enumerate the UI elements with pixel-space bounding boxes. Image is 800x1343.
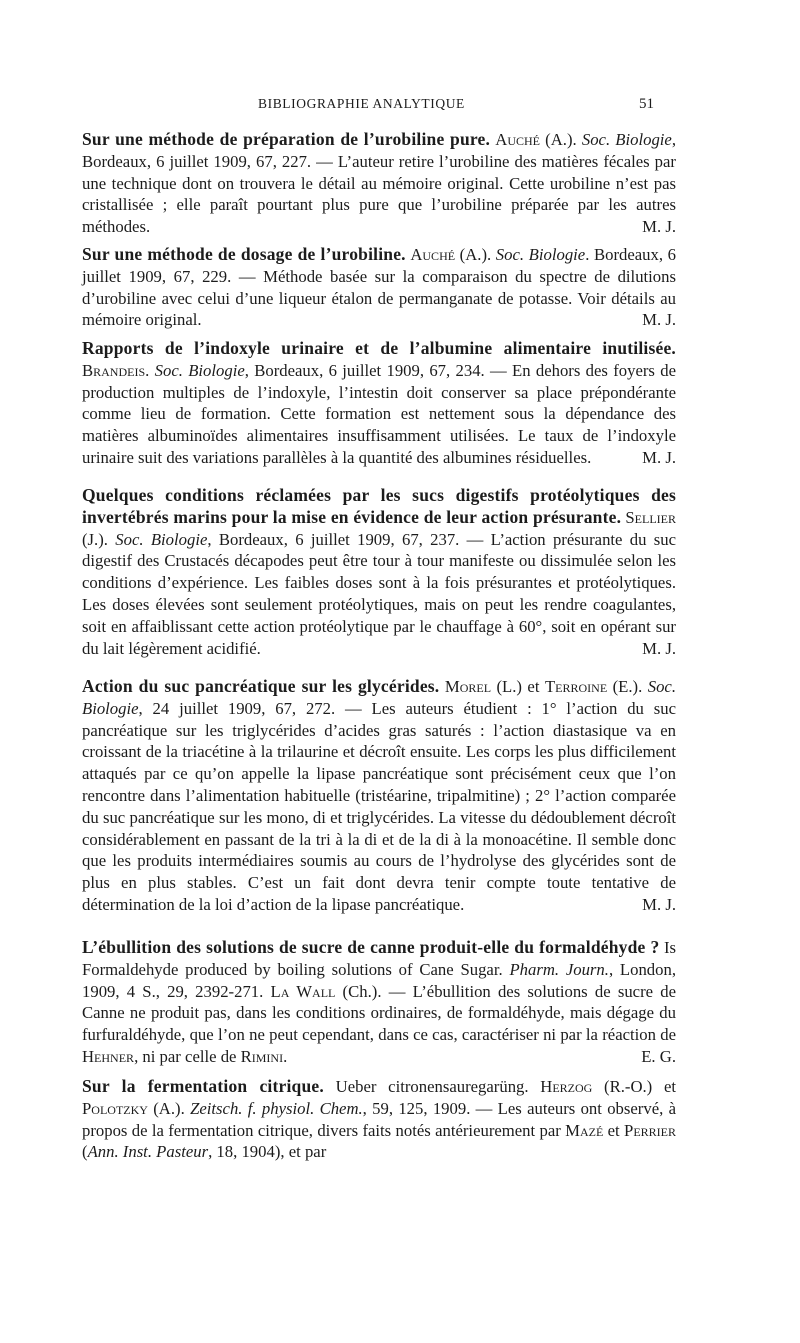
running-header <box>82 96 658 120</box>
entry-text: . <box>283 1046 288 1066</box>
reviewer-initials: M. J. <box>642 894 676 914</box>
author-name: Hehner <box>82 1046 135 1066</box>
reviewer-initials: M. J. <box>642 310 676 330</box>
entry-text: . <box>145 360 155 380</box>
entry-text: Ueber citronensauregarüng. <box>323 1077 541 1096</box>
entry-title: Sur une méthode de préparation de l’urobiline pure. <box>82 129 491 149</box>
abstract-entry-2 <box>82 244 676 331</box>
author-name: Sellier <box>625 507 677 527</box>
entry-text: , Bordeaux, 6 juillet 1909, 67, 234. — En dehors des foyers de production multiples de l’indoxyle, l’intestin doit conserver sa place prépondérante comme lieu de formation. Cette formation est nettement sous la dépendance des matières albuminoïdes alimentaires insuffisamment utilisées. Le taux de l’indoxyle urinaire suit des variations parallèles à la quantité des albumines résiduelles. <box>82 360 676 467</box>
journal-name: Zeitsch. f. physiol. Chem. <box>190 1098 363 1118</box>
entry-text: (R.-O.) et <box>592 1077 676 1096</box>
entry-title: Sur la fermentation citrique. <box>82 1076 324 1096</box>
entry-text: . Bordeaux, 6 juillet 1909, 67, 229. — Méthode basée sur la comparaison du spectre de dilutions d’urobiline avec celui d’une liqueur étalon de permanganate de potasse. Voir détails au mémoire original. <box>82 245 676 330</box>
abstract-entry-6 <box>82 937 676 1068</box>
entry-text: , Bordeaux, 6 juillet 1909, 67, 237. — L’action présurante du suc digestif des Crustacés décapodes peut être tour à tour manifeste ou dissimulée selon les conditions d’expérience. Les faibles doses sont à la fois présurantes et protéolytiques. Les doses élevées sont seulement protéolytiques, mais on peut les rendre coagulantes, soit en affaiblissant cette action protéolytique par le chauffage à 60°, soit en opérant sur du lait légèrement acidifié. <box>82 529 676 658</box>
entry-title: Quelques conditions réclamées par les sucs digestifs protéolytiques des invertébrés marins pour la mise en évidence de leur action présurante. <box>82 485 676 527</box>
entry-title: Rapports de l’indoxyle urinaire et de l’albumine alimentaire inutilisée. <box>82 338 676 358</box>
author-name: Auché <box>495 130 540 149</box>
reviewer-initials: M. J. <box>642 447 676 467</box>
journal-name: Pharm. Journ. <box>509 959 609 979</box>
abstract-entry-3 <box>82 338 676 469</box>
entry-text: (J.). <box>82 529 116 549</box>
entry-title: Sur une méthode de dosage de l’urobiline. <box>82 244 406 264</box>
reviewer-initials: E. G. <box>641 1046 676 1066</box>
author-name: Rimini <box>240 1046 284 1066</box>
author-name: La Wall <box>270 981 336 1001</box>
author-name: Morel <box>444 677 492 696</box>
author-name: Auché <box>410 245 456 264</box>
entry-title: L’ébullition des solutions de sucre de canne produit-elle du formaldéhyde ? <box>82 937 660 957</box>
author-name: Brandeis <box>82 360 146 380</box>
entry-text: ( <box>82 1142 88 1162</box>
entry-text: (E.). <box>607 677 648 696</box>
author-name: Herzog <box>540 1077 593 1096</box>
entry-text: (A.). <box>540 130 582 149</box>
entry-text: , 18, 1904), et par <box>208 1142 327 1162</box>
entry-text: (L.) et <box>491 677 545 696</box>
entry-text: , London, 1909, 4 S., 29, 2392-271. <box>82 959 676 1001</box>
abstract-entry-7 <box>82 1076 676 1163</box>
entry-title: Action du suc pancréatique sur les glycérides. <box>82 676 440 696</box>
abstract-entry-1 <box>82 129 676 238</box>
journal-name: Soc. Biologie <box>581 130 672 149</box>
abstract-entry-4 <box>82 485 676 659</box>
running-title: BIBLIOGRAPHIE ANALYTIQUE <box>258 96 465 111</box>
journal-name: Soc. Biologie <box>495 245 586 264</box>
page-number: 51 <box>639 96 654 112</box>
journal-name: Ann. Inst. Pasteur <box>87 1142 209 1162</box>
journal-name: Soc. Biologie <box>115 529 208 549</box>
entry-text: (Ch.). — L’ébullition des solutions de sucre de Canne ne produit pas, dans les conditions ordinaires, de formaldéhyde, mais dégage du furfuraldéhyde, que l’on ne peut cependant, dans ce cas, caractériser ni par la réaction de <box>82 981 676 1045</box>
journal-name: Soc. Biologie <box>82 677 677 718</box>
entry-text: , ni par celle de <box>134 1046 241 1066</box>
entry-text: (A.). <box>147 1098 191 1118</box>
entry-text: et <box>603 1120 625 1140</box>
entry-text: , 24 juillet 1909, 67, 272. — Les auteurs étudient : 1° l’action du suc pancréatique sur les triglycérides d’acides gras saturés : l’action diastasique va en croissant de la triacétine à la trilaurine et décroît ensuite. Les corps les plus difficilement attaqués par ce qu’on appelle la lipase pancréatique sont précisément ceux que l’on rencontre dans l’alimentation habituelle (tristéarine, tripalmitine) ; 2° l’action comparée du suc pancréatique sur les mono, di et triglycérides. La vitesse du dédoublement décroît considérablement en passant de la tri à la di et de la di à la monoacétine. Il semble donc que les produits intermédiaires soumis au cours de l’hydrolyse des glycérides sont de plus en plus stables. C’est un fait dont devra tenir compte toute tentative de détermination de la loi d’action de la lipase pancréatique. <box>82 698 676 914</box>
author-name: Mazé <box>565 1120 604 1140</box>
abstract-entry-5 <box>82 676 676 916</box>
journal-name: Soc. Biologie <box>154 360 245 380</box>
author-name: Polotzky <box>82 1098 148 1118</box>
entry-text: , 59, 125, 1909. — Les auteurs ont observé, à propos de la fermentation citrique, divers faits notés antérieurement par <box>82 1098 676 1140</box>
entry-text: Is Formaldehyde produced by boiling solutions of Cane Sugar. <box>82 938 676 979</box>
author-name: Terroine <box>544 677 608 696</box>
author-name: Perrier <box>624 1120 676 1140</box>
reviewer-initials: M. J. <box>642 217 676 237</box>
entry-text: (A.). <box>455 245 496 264</box>
reviewer-initials: M. J. <box>642 638 676 658</box>
entry-text: , Bordeaux, 6 juillet 1909, 67, 227. — L’auteur retire l’urobiline des matières fécales par une technique dont on trouvera le détail au mémoire original. Cette urobiline n’est pas cristallisée ; elle paraît pourtant plus pure que l’urobiline préparée par les autres méthodes. <box>82 130 677 237</box>
